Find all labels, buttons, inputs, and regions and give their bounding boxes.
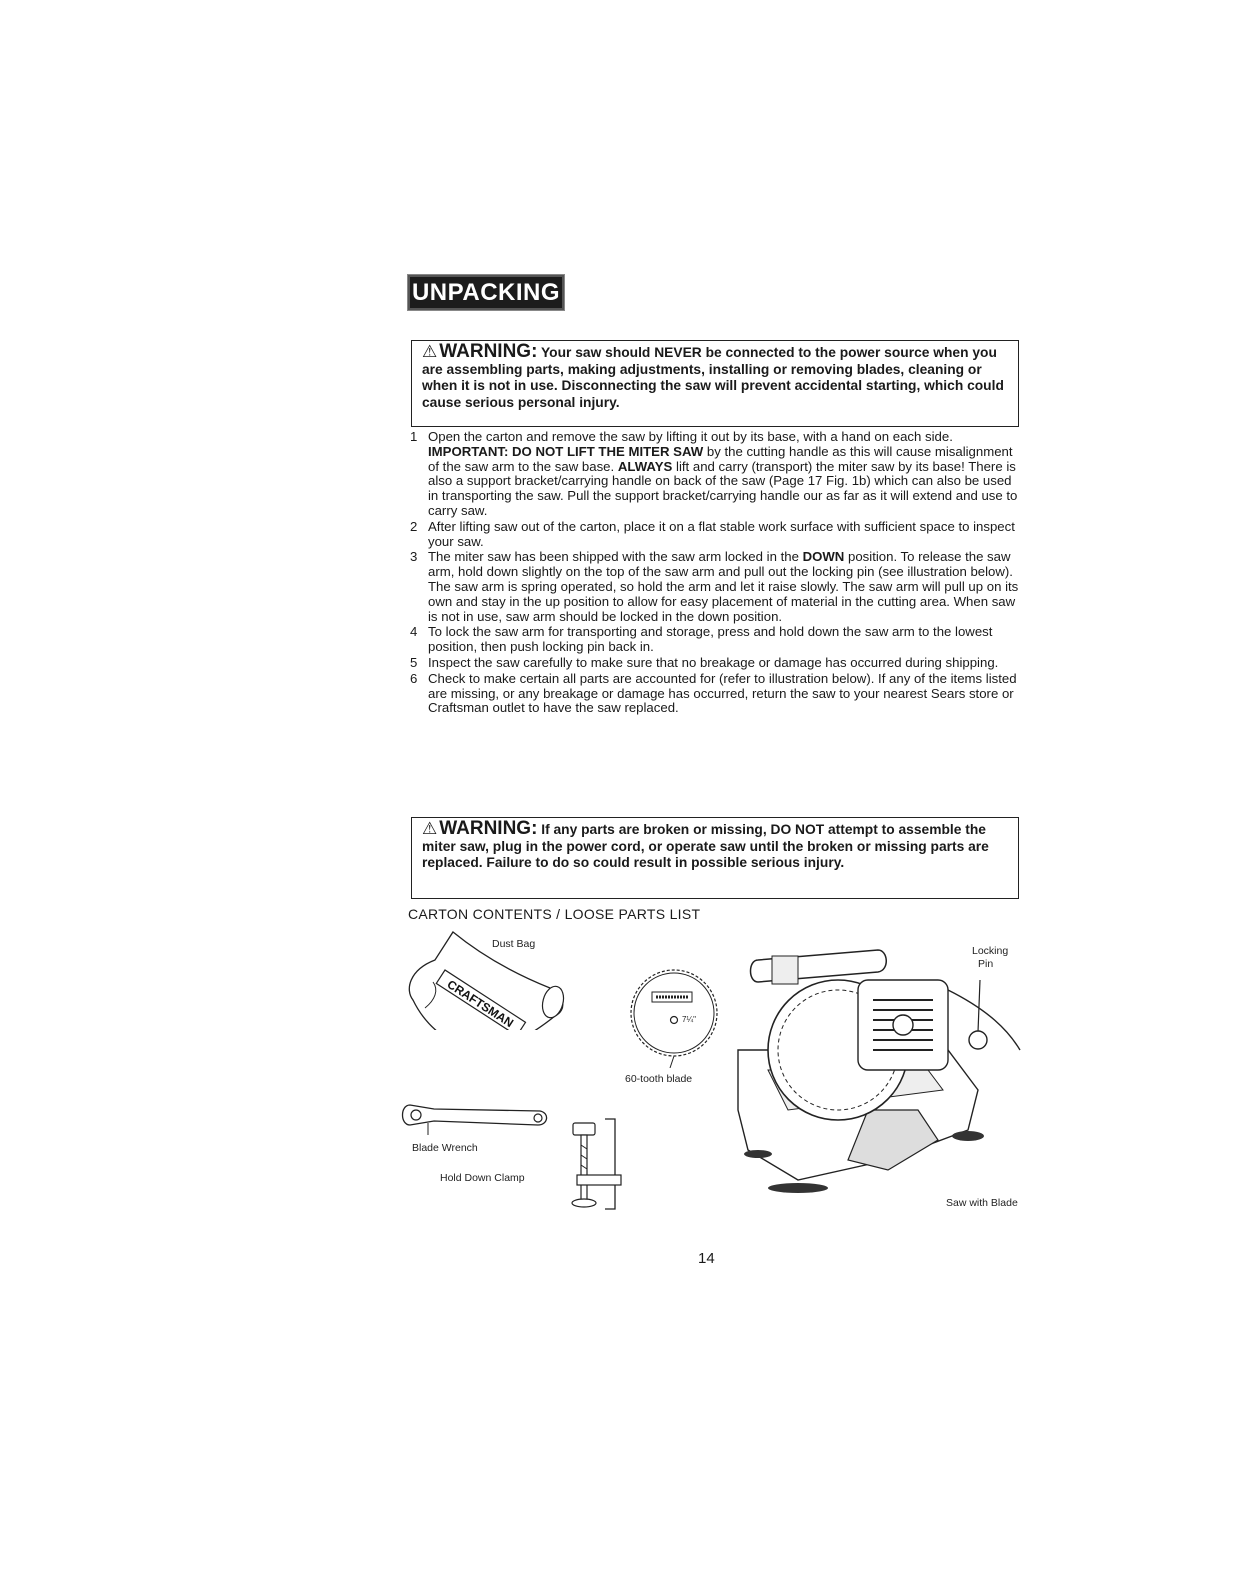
step-number: 4 [410,624,418,640]
step-item [408,672,1023,716]
dust-bag-label: Dust Bag [492,938,536,950]
step-text: Check to make certain all parts are accounted for (refer to illustration below). If any of the items listed are missing, or any breakage or damage has occurred, return the saw to your nearest Sears store or Craftsman outlet to have the saw replaced. [428,670,1017,716]
step-text: The miter saw has been shipped with the saw arm locked in the [428,549,799,565]
carton-contents-title: CARTON CONTENTS / LOOSE PARTS LIST [408,906,701,922]
step-number: 6 [410,670,418,686]
miter-saw-illustration [728,940,1028,1200]
warning-heading: WARNING: [439,818,538,839]
step-item [408,520,1023,550]
step-emphasis: DOWN [802,549,845,565]
blade-mark-text: 7¼" [682,1015,696,1024]
section-header [408,275,564,310]
warning-triangle-icon: ⚠ [422,342,438,361]
step-emphasis: IMPORTANT: DO NOT LIFT THE MITER SAW [428,443,704,459]
step-number: 1 [410,429,418,444]
dust-bag-illustration [395,930,585,1030]
step-text: To lock the saw arm for transporting and storage, press and hold down the saw arm to the lowest position, then push locking pin back in. [428,624,993,655]
step-item [408,550,1023,624]
blade-label: 60-tooth blade [625,1073,693,1085]
step-text: position. To release the saw arm, hold down slightly on the top of the saw arm and pull out the locking pin (see illustration below). The saw arm is spring operated, so hold the arm and let it raise slowly. The saw arm will pull up on its own and stay in the up position to allow for easy placement of material in the cutting area. When saw is not in use, saw arm should be locked in the down position. [428,549,1019,624]
blade-wrench-label: Blade Wrench [412,1142,478,1154]
warning-triangle-icon: ⚠ [422,819,438,838]
step-number: 3 [410,549,418,565]
saw-with-blade-label: Saw with Blade [946,1197,1018,1209]
locking-pin-label-line1: Locking [972,945,1009,957]
warning-box-power [411,340,1019,427]
step-text: by the cutting handle as this will cause misalignment of the saw arm to the saw base. [428,443,1013,474]
step-item [408,656,1023,671]
warning-heading: WARNING: [439,341,538,362]
blade-wrench-illustration [398,1095,558,1139]
warning-box-missing-parts [411,817,1019,899]
step-number: 2 [410,518,418,534]
step-item [408,430,1023,519]
step-item [408,625,1023,655]
hold-down-clamp-illustration [565,1115,635,1213]
unpacking-steps [408,430,1023,717]
step-emphasis: ALWAYS [617,458,673,474]
step-text: lift and carry (transport) the miter saw by its base! There is also a support bracket/carrying handle on back of the saw (Page 17 Fig. 1b) which can also be used in transporting the saw. Pull the support bracket/carrying handle our as far as it will extend and use to carry saw. [428,458,1018,518]
bag-logo-text: CRAFTSMAN [444,977,517,1030]
step-text: Inspect the saw carefully to make sure that no breakage or damage has occurred during shipping. [428,654,999,670]
page-number: 14 [698,1250,715,1267]
step-number: 5 [410,654,418,670]
step-text: Open the carton and remove the saw by lifting it out by its base, with a hand on each side. [428,429,953,444]
section-title: UNPACKING [411,278,561,306]
hold-down-clamp-label: Hold Down Clamp [440,1172,525,1184]
blade-illustration [616,968,736,1068]
warning-text: Your saw should NEVER be connected to the power source when you are assembling parts, making adjustments, installing or removing blades, cleaning or when it is not in use. Disconnecting the saw will prevent accidental starting, which could cause serious personal injury. [422,345,1004,410]
locking-pin-label-line2: Pin [978,958,994,970]
step-text: After lifting saw out of the carton, place it on a flat stable work surface with sufficient space to inspect your saw. [428,518,1015,549]
warning-text: If any parts are broken or missing, DO NOT attempt to assemble the miter saw, plug in the power cord, or operate saw until the broken or missing parts are replaced. Failure to do so could result in possible serious injury. [422,822,989,870]
